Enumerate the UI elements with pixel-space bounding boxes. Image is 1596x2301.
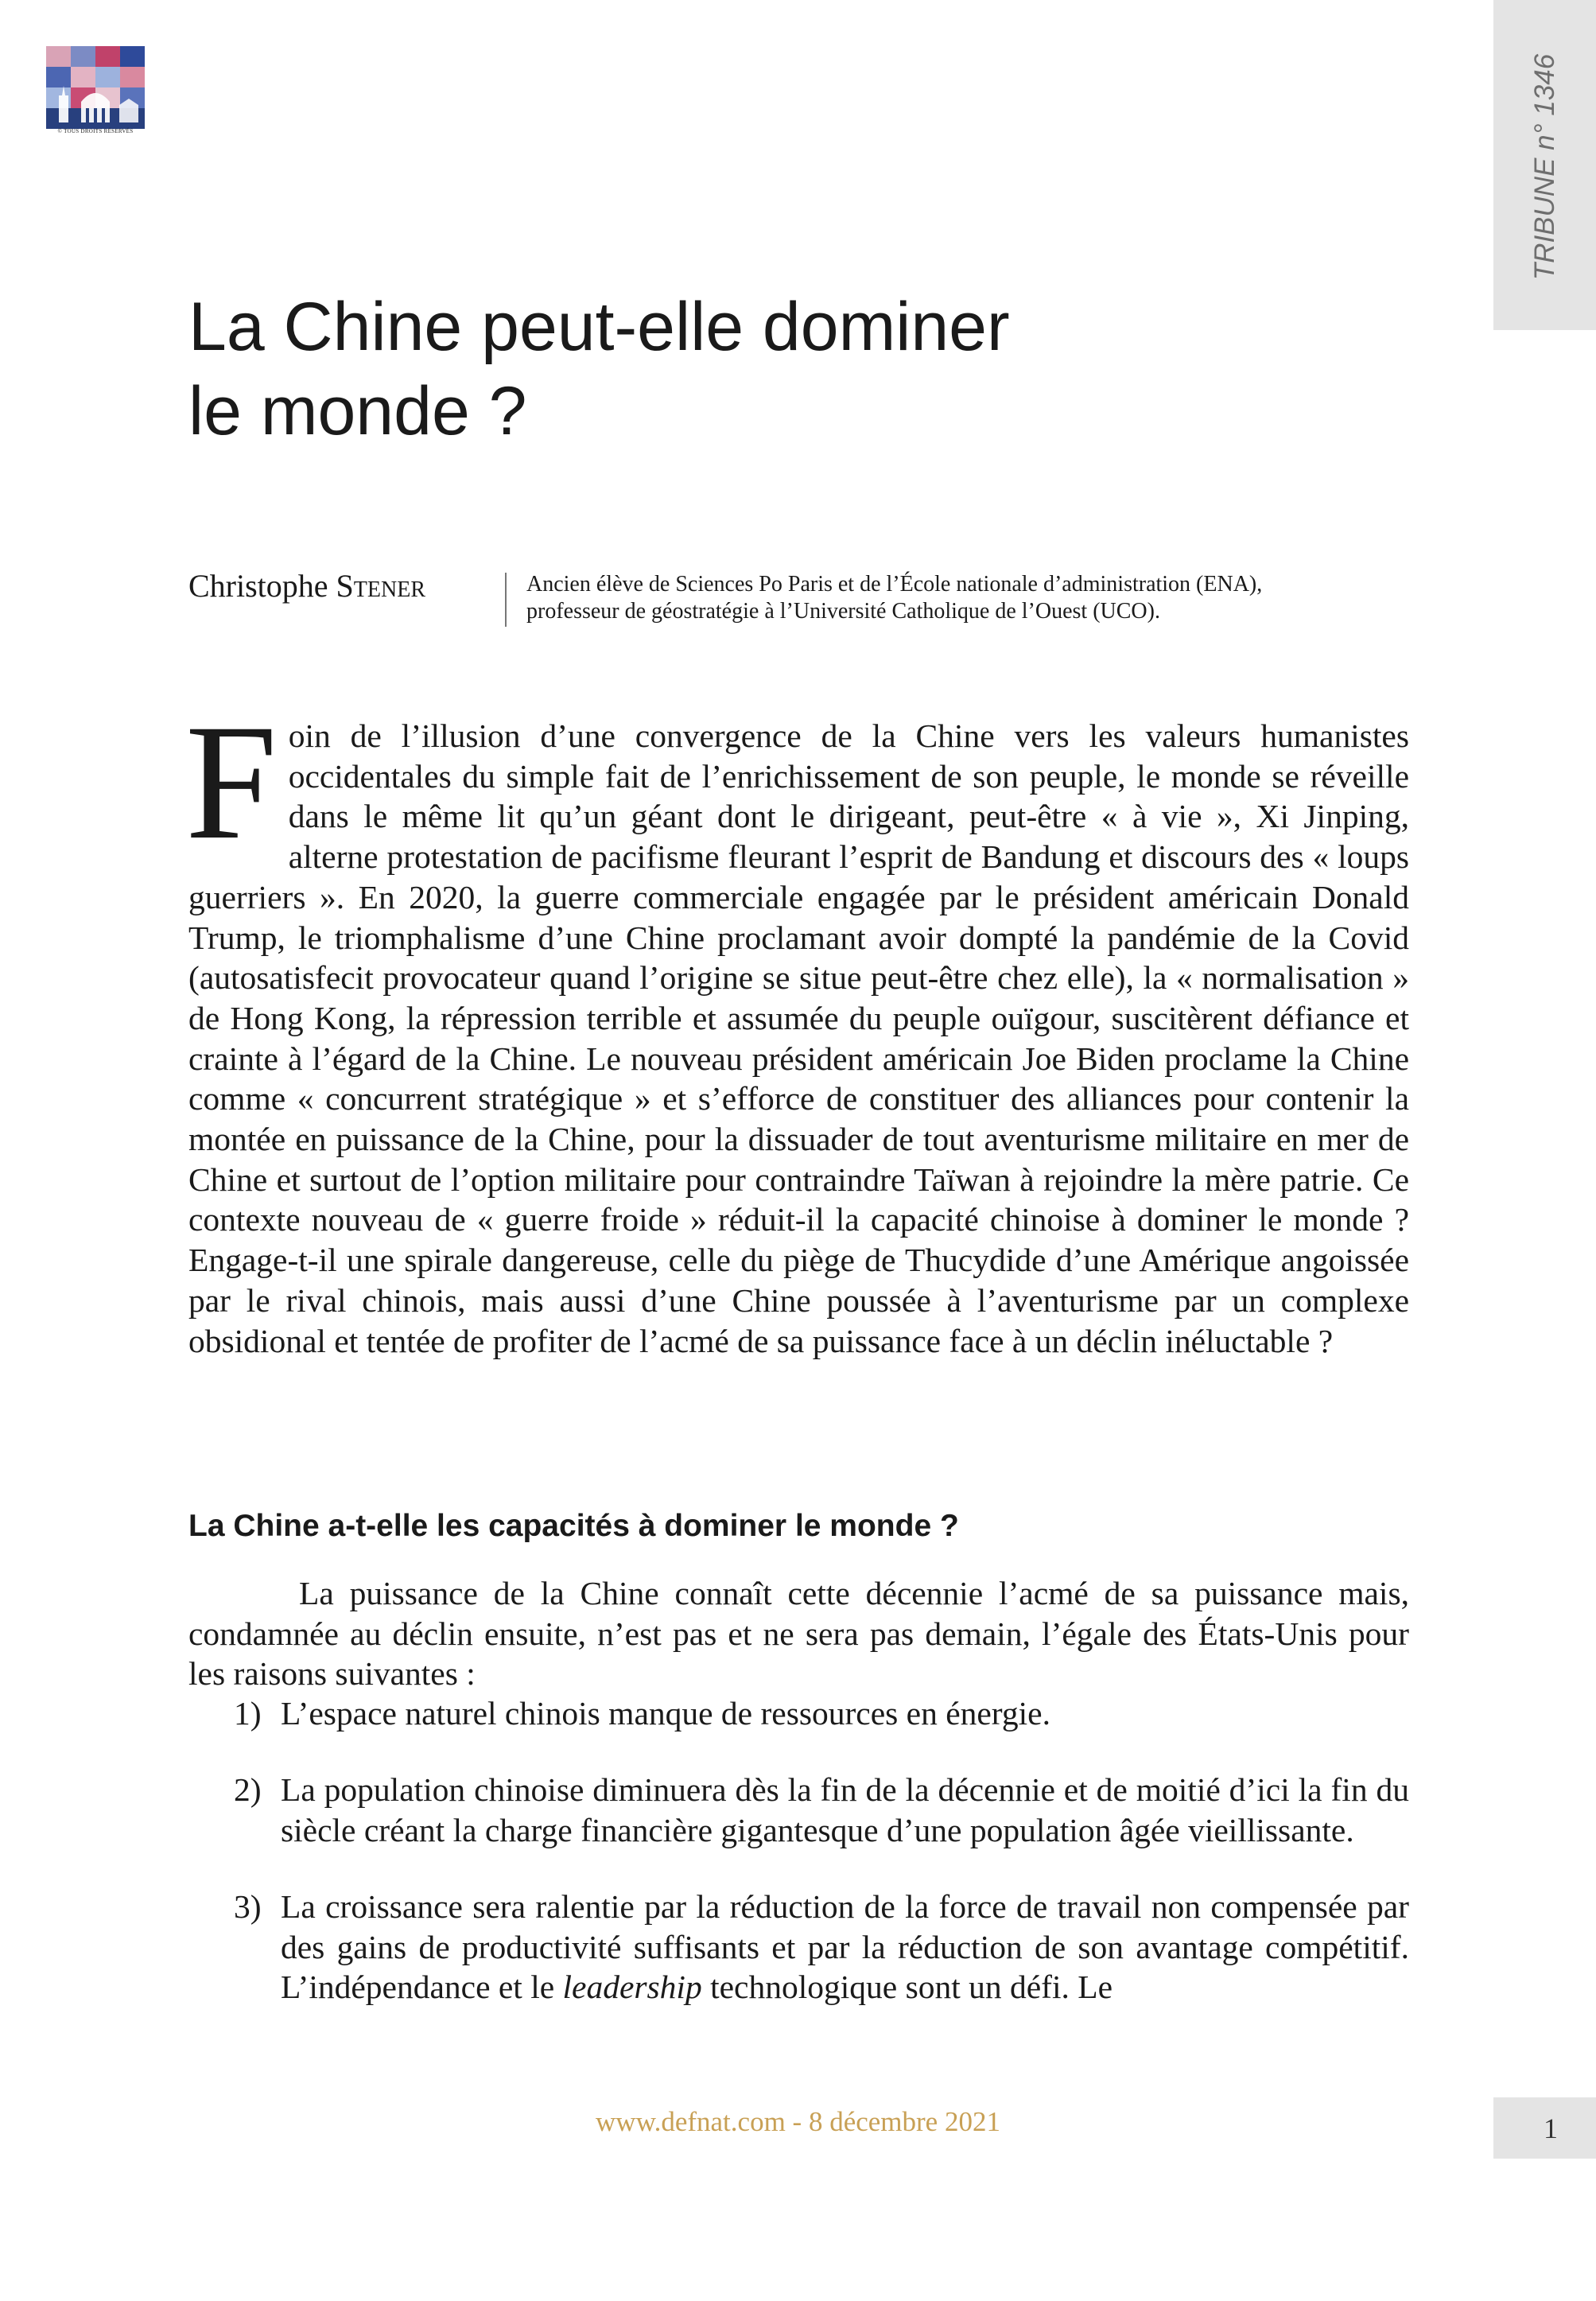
publication-logo [46, 46, 145, 140]
list-marker: 2) [234, 1771, 262, 1808]
page-number: 1 [1544, 2112, 1558, 2144]
page-number-box [1493, 2097, 1596, 2159]
author-bio-line-2: professeur de géostratégie à l’Université Catholique de l’Ouest (UCO). [526, 599, 1160, 624]
list-item-text-after: technologique sont un défi. Le [701, 1969, 1113, 2006]
list-item-text-before: La croissance sera ralentie par la réduction de la force de travail non compensée par des gains de productivité suffisants et par la réduction de son avantage compétitif. L’indépendance et le [281, 1888, 1409, 2006]
intro-paragraph [185, 690, 1409, 1361]
list-item-text: La population chinoise diminuera dès la fin de la décennie et de moitié d’ici la fin du siècle créant la charge financière gigantesque d’une population âgée vieillissante. [281, 1771, 1409, 1848]
author-last-name: Stener [336, 568, 425, 604]
title-line-2: le monde ? [188, 373, 527, 449]
list-marker: 3) [234, 1888, 262, 1925]
list-item [188, 1770, 1409, 1850]
author-first-name: Christophe [188, 568, 328, 604]
title-line-1: La Chine peut-elle dominer [188, 289, 1010, 365]
author-bio-line-1: Ancien élève de Sciences Po Paris et de l’École nationale d’administration (ENA), [526, 572, 1263, 597]
list-marker: 1) [234, 1695, 262, 1732]
author-bio [526, 571, 1262, 625]
list-item [188, 1887, 1409, 2008]
institution-building-icon [46, 46, 145, 129]
intro-text: oin de l’illusion d’une convergence de la Chine vers les valeurs humanistes occidentales du simple fait de l’enrichissement de son peuple, le monde se réveille dans le même lit qu’un géant dont le dirigeant, peut-être « à vie », Xi Jinping, alterne protestation de pacifisme fleurant l’esprit de Bandung et discours des « loups guerriers ». En 2020, la guerre commerciale engagée par le président américain Donald Trump, le triomphalisme d’une Chine proclamant avoir dompté la pandémie de la Covid (autosatisfecit provocateur quand l’origine se situe peut-être chez elle), la « normalisation » de Hong Kong, la répression terrible et assumée du peuple ouïgour, suscitèrent défiance et crainte à l’égard de la Chine. Le nouveau président américain Joe Biden proclame la Chine comme « concurrent stratégique » et s’efforce de constituer des alliances pour contenir la montée en puissance de la Chine, pour la dissuader de tout aventurisme militaire en mer de Chine et surtout de l’option militaire pour contraindre Taïwan à rejoindre la mère patrie. Ce contexte nouveau de « guerre froide » réduit-il la capacité chinoise à dominer le monde ? Engage-t-il une spirale dangereuse, celle du piège de Thucydide d’une Amérique angoissée par le rival chinois, mais aussi d’une Chine poussée à l’aventurisme par un complexe obsidional et tentée de profiter de l’acmé de sa puissance face à un déclin inéluctable ? [188, 717, 1409, 1359]
list-item-text: L’espace naturel chinois manque de ressources en énergie. [281, 1695, 1050, 1732]
article-title [188, 285, 1010, 453]
author-name [188, 567, 425, 604]
tribune-number-label: TRIBUNE n° 1346 [1528, 53, 1560, 281]
section-heading: La Chine a-t-elle les capacités à dominer le monde ? [188, 1509, 959, 1543]
footer-url-date: www.defnat.com - 8 décembre 2021 [596, 2106, 1000, 2137]
list-item-text-italic: leadership [562, 1969, 702, 2006]
logo-caption: © TOUS DROITS RÉSERVÉS [57, 128, 134, 134]
list-item [188, 1693, 1409, 1734]
author-divider [505, 573, 507, 627]
side-tab [1493, 0, 1596, 330]
reasons-list [188, 1693, 1409, 1734]
reasons-list-cont [188, 1770, 1409, 1850]
reasons-list-cont [188, 1887, 1409, 2008]
drop-cap: F [185, 690, 278, 873]
section-paragraph: La puissance de la Chine connaît cette décennie l’acmé de sa puissance mais, condamnée au déclin ensuite, n’est pas et ne sera pas demain, l’égale des États-Unis pour les raisons suivantes : [188, 1575, 1409, 1693]
